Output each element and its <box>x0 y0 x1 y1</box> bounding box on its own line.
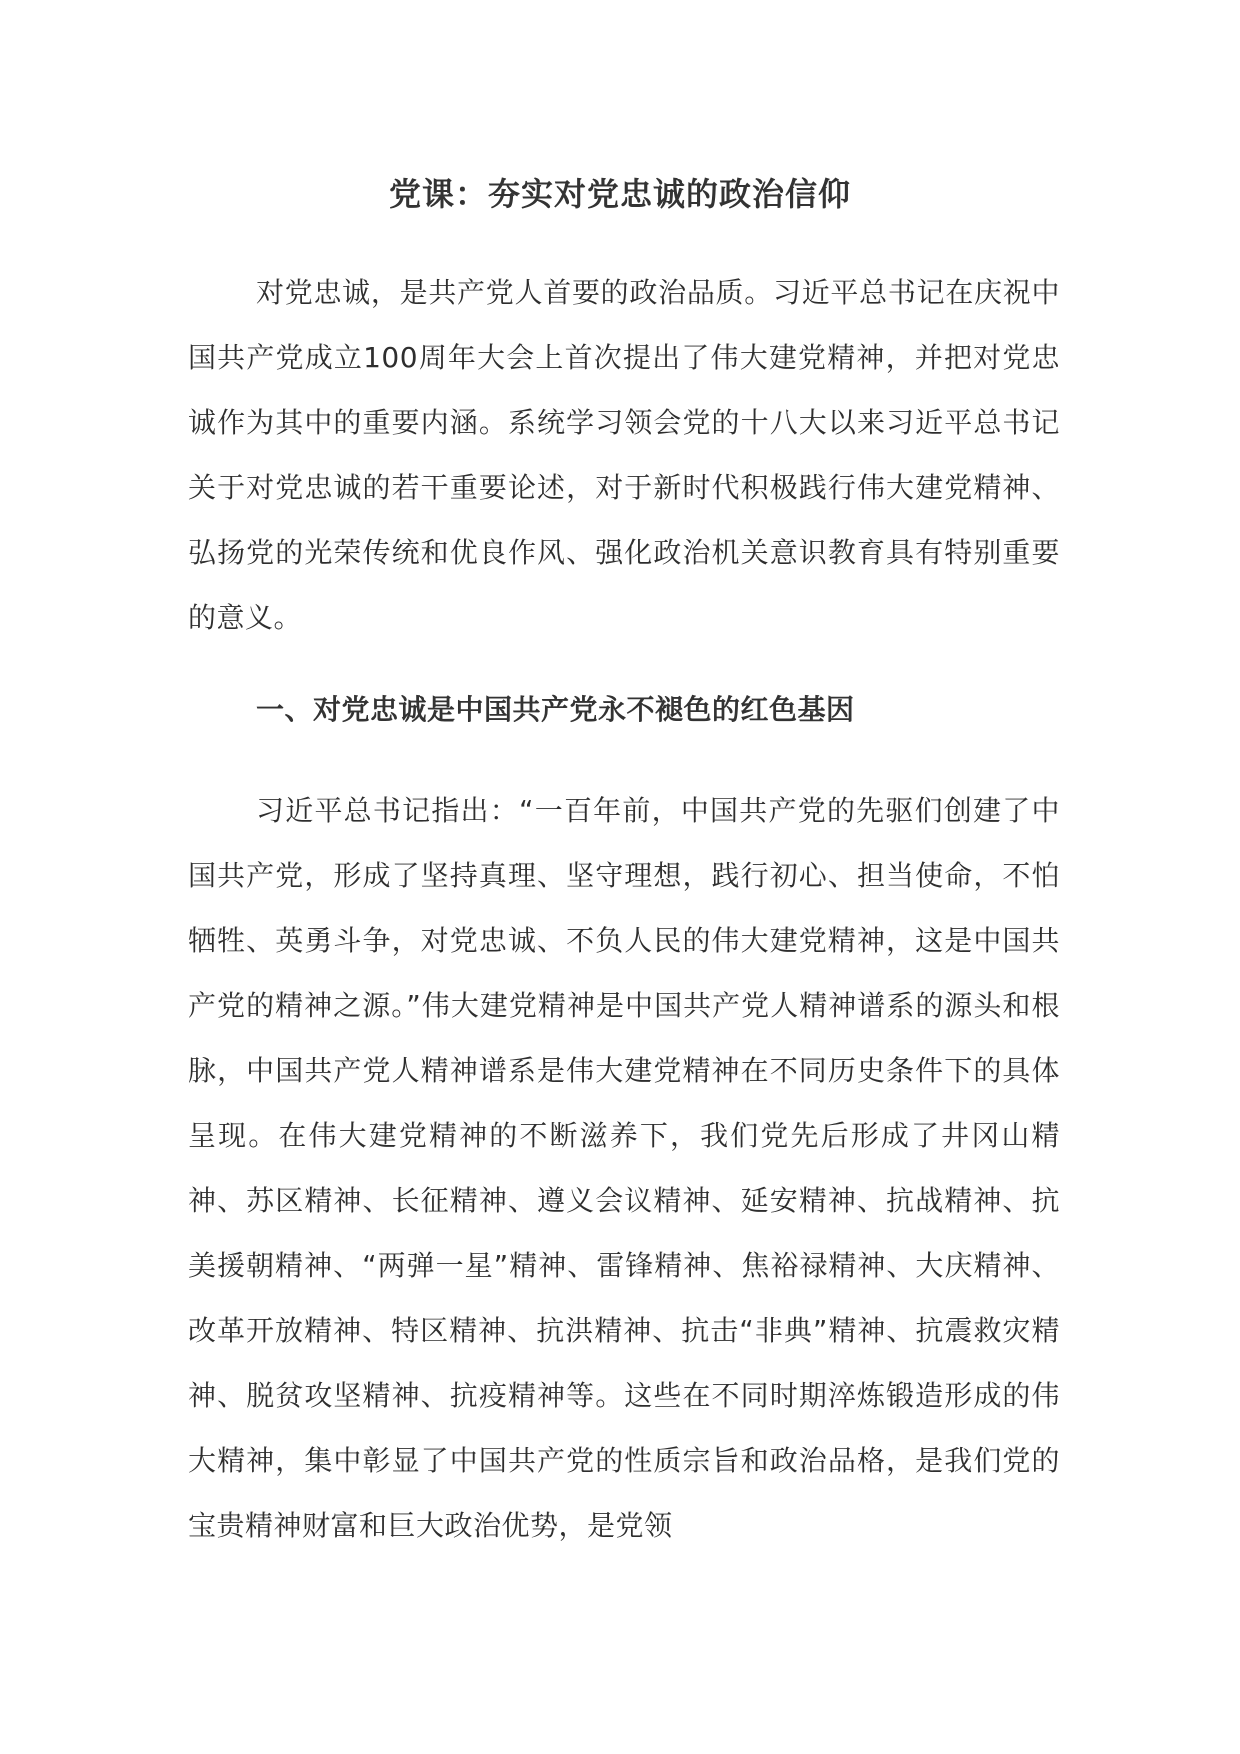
document-title: 党课：夯实对党忠诚的政治信仰 <box>388 175 851 213</box>
section-heading: 一、对党忠诚是中国共产党永不褪色的红色基因 <box>256 693 855 726</box>
paragraph-intro: 对党忠诚，是共产党人首要的政治品质。习近平总书记在庆祝中国共产党成立100周年大会上首次提出了伟大建党精神，并把对党忠诚作为其中的重要内涵。系统学习领会党的十八大以来习近平总书记关于对党忠诚的若干重要论述，对于新时代积极践行伟大建党精神、弘扬党的光荣传统和优良作风、强化政治机关意识教育具有特别重要的意义。 <box>188 276 1060 634</box>
paragraph-body: 习近平总书记指出：“一百年前，中国共产党的先驱们创建了中国共产党，形成了坚持真理、坚守理想，践行初心、担当使命，不怕牺牲、英勇斗争，对党忠诚、不负人民的伟大建党精神，这是中国共产党的精神之源。”伟大建党精神是中国共产党人精神谱系的源头和根脉，中国共产党人精神谱系是伟大建党精神在不同历史条件下的具体呈现。在伟大建党精神的不断滋养下，我们党先后形成了井冈山精神、苏区精神、长征精神、遵义会议精神、延安精神、抗战精神、抗美援朝精神、“两弹一星”精神、雷锋精神、焦裕禄精神、大庆精神、改革开放精神、特区精神、抗洪精神、抗击“非典”精神、抗震救灾精神、脱贫攻坚精神、抗疫精神等。这些在不同时期淬炼锻造形成的伟大精神，集中彰显了中国共产党的性质宗旨和政治品格，是我们党的宝贵精神财富和巨大政治优势，是党领 <box>188 794 1060 1542</box>
